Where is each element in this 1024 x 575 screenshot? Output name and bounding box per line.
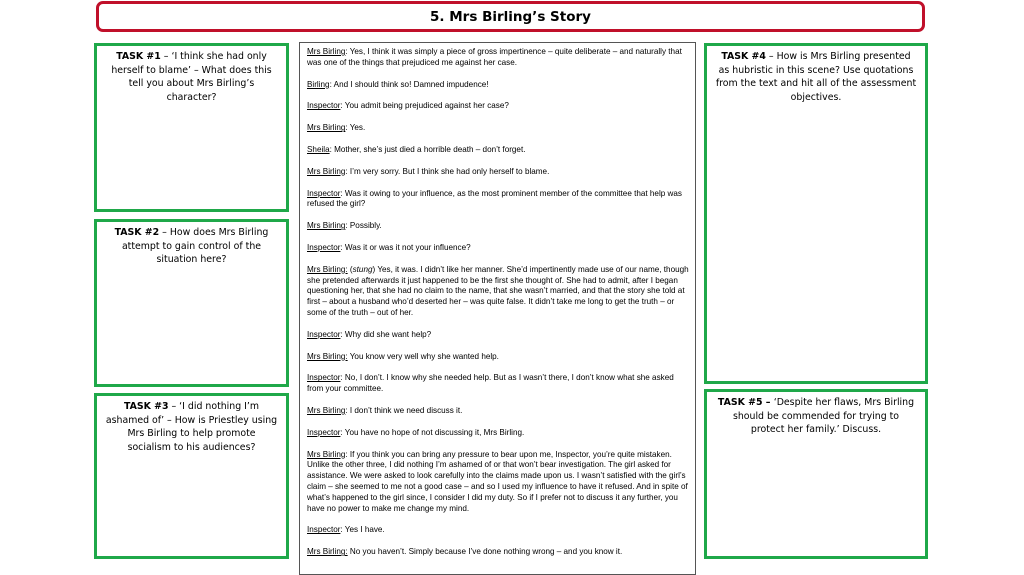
speaker-name: Inspector [307, 101, 341, 111]
speaker-name: Inspector [307, 329, 341, 339]
speaker-name: Inspector [307, 242, 341, 252]
dialogue-text: : Yes, I think it was simply a piece of gross impertinence – quite deliberate – and naturally that was one of the things that prejudiced me against her case. [307, 47, 682, 67]
dialogue-text: : Yes I have. [340, 525, 385, 535]
speaker-name: Inspector [307, 373, 341, 383]
script-line [307, 123, 689, 134]
script-line [307, 525, 689, 536]
speaker-name: Mrs Birling: [307, 547, 348, 557]
task-3-label: TASK #3 [123, 401, 169, 412]
dialogue-text: : Yes. [345, 123, 366, 133]
dialogue-text: : Possibly. [345, 221, 382, 231]
script-line [307, 101, 689, 112]
dialogue-text: No you haven’t. Simply because I’ve done nothing wrong – and you know it. [347, 547, 623, 557]
speaker-name: Mrs Birling [307, 123, 346, 133]
dialogue-text: : I don’t think we need discuss it. [345, 405, 463, 415]
stage-direction-open: ( [347, 264, 353, 274]
script-extract [299, 42, 696, 575]
script-line [307, 406, 689, 417]
script-line [307, 330, 689, 341]
dialogue-text: : Why did she want help? [340, 329, 432, 339]
script-line [307, 167, 689, 178]
dialogue-text: : No, I don’t. I know why she needed help. But as I wasn’t there, I don’t know what she asked from your committee. [307, 373, 674, 394]
script-line [307, 352, 689, 363]
page-title: 5. Mrs Birling’s Story [430, 8, 591, 25]
script-line [307, 265, 689, 319]
script-line [307, 80, 689, 91]
speaker-name: Mrs Birling [307, 221, 346, 231]
page-title-box [96, 1, 925, 32]
task-1-box [94, 43, 289, 212]
speaker-name: Mrs Birling [307, 449, 346, 459]
speaker-name: Inspector [307, 188, 341, 198]
task-4-text: – How is Mrs Birling presented as hubristic in this scene? Use quotations from the text and hit all of the assessment objectives. [715, 51, 917, 103]
task-3-box [94, 393, 289, 559]
speaker-name: Mrs Birling: [307, 264, 348, 274]
dialogue-text: : Was it owing to your influence, as the most prominent member of the committee that help was refused the girl? [307, 188, 682, 209]
dialogue-text: : I’m very sorry. But I think she had only herself to blame. [345, 166, 550, 176]
script-line [307, 373, 689, 395]
task-1-label: TASK #1 [116, 51, 161, 62]
task-1-text: – ‘I think she had only herself to blame’ – What does this tell you about Mrs Birling’s character? [111, 51, 272, 103]
task-4-box [704, 43, 928, 384]
script-line [307, 145, 689, 156]
stage-direction: stung [352, 264, 373, 274]
speaker-name: Mrs Birling [307, 166, 346, 176]
dialogue-text: : And I should think so! Damned impudence! [329, 79, 489, 89]
script-line [307, 243, 689, 254]
task-5-text: ‘Despite her flaws, Mrs Birling should be commended for trying to protect her family.’ Discuss. [732, 397, 915, 435]
speaker-name: Mrs Birling [307, 405, 346, 415]
dialogue-text: : If you think you can bring any pressure to bear upon me, Inspector, you’re quite mistaken. Unlike the other three, I did nothing I’m ashamed of or that won’t bear investigation. The girl asked for assistance. We were asked to look carefully into the claims made upon us. I wasn’t satisfied with the girl’s claim – she seemed to me not a good case – and so I used my influence to have it refused. And in spite of what’s happened to the girl since, I consider I did my duty. So if I prefer not to discuss it any further, you have no power to make me change my mind. [307, 449, 688, 513]
speaker-name: Mrs Birling: [307, 351, 348, 361]
dialogue-text: : Was it or was it not your influence? [340, 242, 471, 252]
task-2-text: – How does Mrs Birling attempt to gain control of the situation here? [121, 227, 269, 265]
task-5-box [704, 389, 928, 559]
task-2-label: TASK #2 [114, 227, 160, 238]
speaker-name: Mrs Birling [307, 47, 346, 56]
script-line [307, 221, 689, 232]
task-5-label: TASK #5 – [717, 397, 774, 408]
speaker-name: Inspector [307, 427, 341, 437]
speaker-name: Sheila [307, 144, 330, 154]
dialogue-text: You know very well why she wanted help. [347, 351, 499, 361]
task-3-text: – ‘I did nothing I’m ashamed of’ – How is Priestley using Mrs Birling to help promote socialism to his audiences? [105, 401, 278, 453]
dialogue-text: : You admit being prejudiced against her case? [340, 101, 509, 111]
script-line [307, 547, 689, 558]
speaker-name: Inspector [307, 525, 341, 535]
dialogue-text: ) Yes, it was. I didn’t like her manner. She’d impertinently made use of our name, though she pretended afterwards it just happened to be the first she thought of. She had to admit, after I began questioning her, that she had no claim to the name, that she wasn’t married, and that the story she told at first – about a husband who’d deserted her – was quite false. It didn’t take me long to get the truth – or some of the truth – out of her. [307, 264, 689, 317]
task-4-label: TASK #4 [721, 51, 766, 62]
speaker-name: Birling [307, 79, 330, 89]
task-2-box [94, 219, 289, 387]
script-line [307, 450, 689, 515]
script-line [307, 47, 689, 69]
script-line [307, 189, 689, 211]
dialogue-text: : Mother, she’s just died a horrible death – don’t forget. [329, 144, 526, 154]
script-line [307, 428, 689, 439]
dialogue-text: : You have no hope of not discussing it, Mrs Birling. [340, 427, 525, 437]
